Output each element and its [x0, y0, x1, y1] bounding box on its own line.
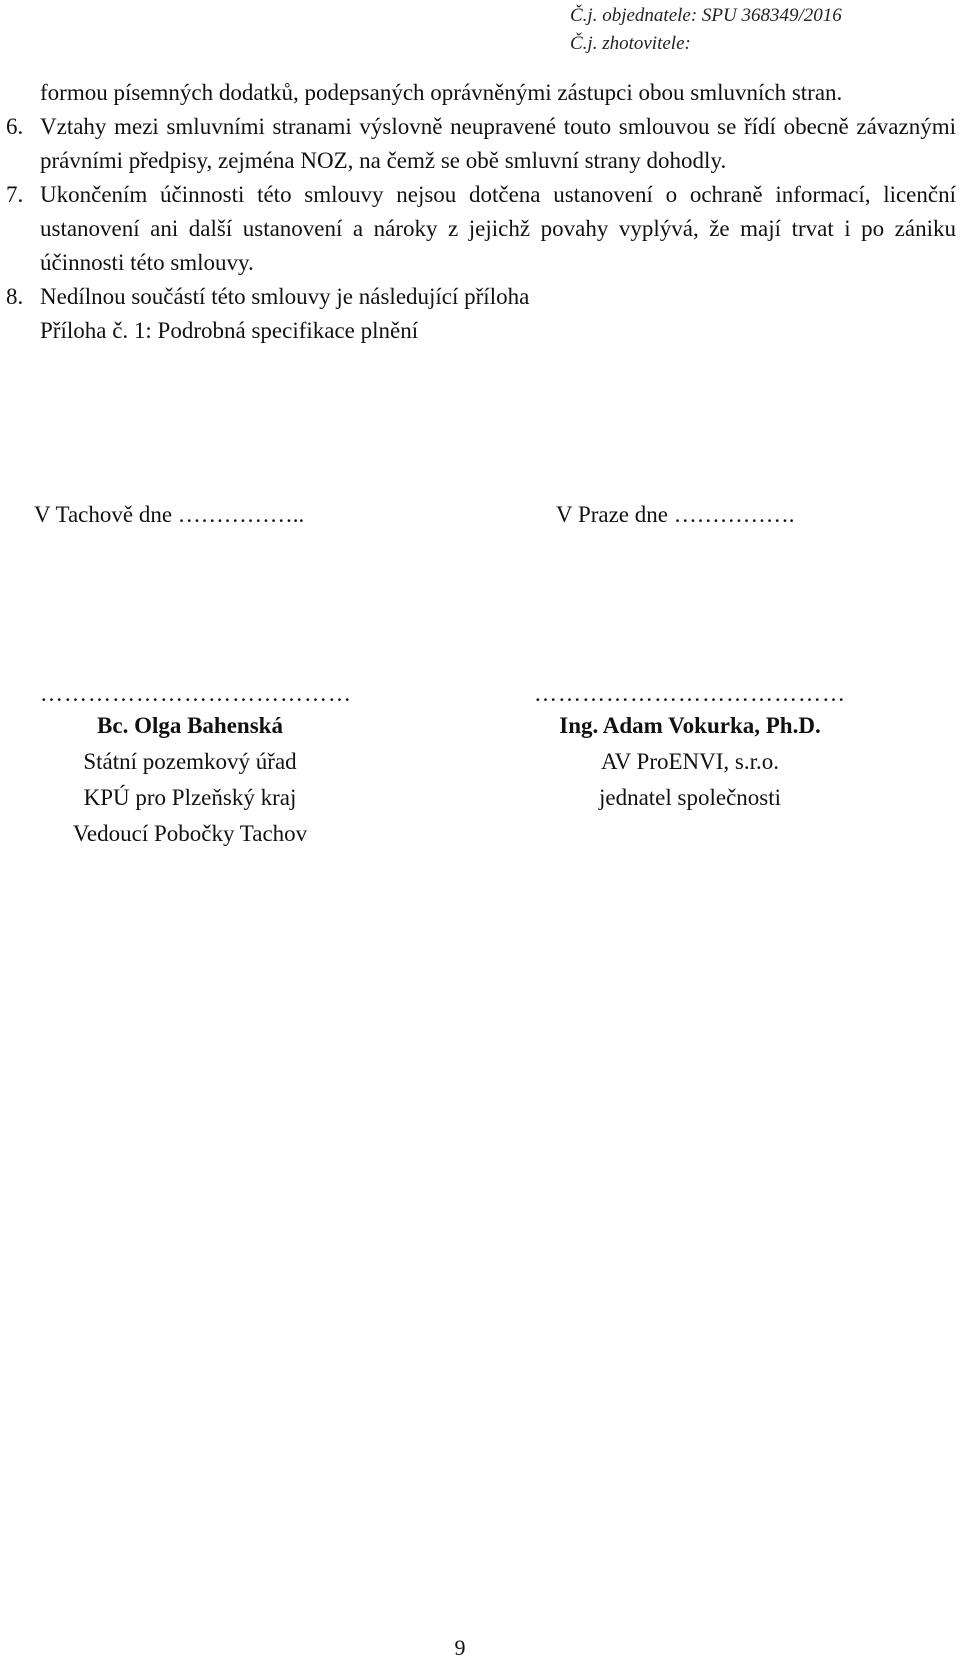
place-date-left: V Tachově dne ……………..	[34, 502, 305, 527]
signatory-department: KPÚ pro Plzeňský kraj	[83, 785, 297, 810]
signatory-name: Bc. Olga Bahenská	[97, 713, 283, 738]
clause-6	[6, 110, 956, 178]
signature-line: …………………………………	[40, 681, 352, 706]
clause-text: Vztahy mezi smluvními stranami výslovně neupravené touto smlouvou se řídí obecně závaznými právními předpisy, zejména NOZ, na čemž se obě smluvní strany dohodly.	[40, 114, 956, 173]
attachment-line: Příloha č. 1: Podrobná specifikace plnění	[40, 318, 419, 343]
signatory-name: Ing. Adam Vokurka, Ph.D.	[559, 713, 821, 738]
clause-number: 6.	[6, 114, 24, 139]
clause-number: 7.	[6, 182, 24, 207]
clause-7	[6, 178, 956, 280]
place-date-right: V Praze dne …………….	[556, 502, 795, 527]
contract-body	[6, 76, 956, 348]
clause-number: 8.	[6, 284, 24, 309]
continuation-paragraph: formou písemných dodatků, podepsaných oprávněnými zástupci obou smluvních stran.	[40, 80, 843, 105]
signatory-role: jednatel společnosti	[598, 785, 782, 810]
client-reference-number: Č.j. objednatele: SPU 368349/2016	[570, 5, 842, 26]
signature-line: …………………………………	[534, 681, 846, 706]
clause-text: Ukončením účinnosti této smlouvy nejsou dotčena ustanovení o ochraně informací, licenční ustanovení ani další ustanovení a nároky z jejichž povahy vyplývá, že mají trvat i po zániku účinnosti této smlouvy.	[40, 182, 956, 275]
page-number: 9	[454, 1635, 466, 1660]
document-header	[570, 2, 842, 58]
signatory-organization: AV ProENVI, s.r.o.	[600, 749, 780, 774]
clause-8	[6, 280, 956, 314]
contractor-reference-number: Č.j. zhotovitele:	[570, 33, 691, 54]
clause-text: Nedílnou součástí této smlouvy je následující příloha	[40, 284, 530, 309]
signatory-role: Vedoucí Pobočky Tachov	[72, 821, 308, 846]
signature-block-right	[520, 681, 860, 816]
signature-block-left	[40, 681, 352, 852]
signatory-organization: Státní pozemkový úřad	[83, 749, 297, 774]
